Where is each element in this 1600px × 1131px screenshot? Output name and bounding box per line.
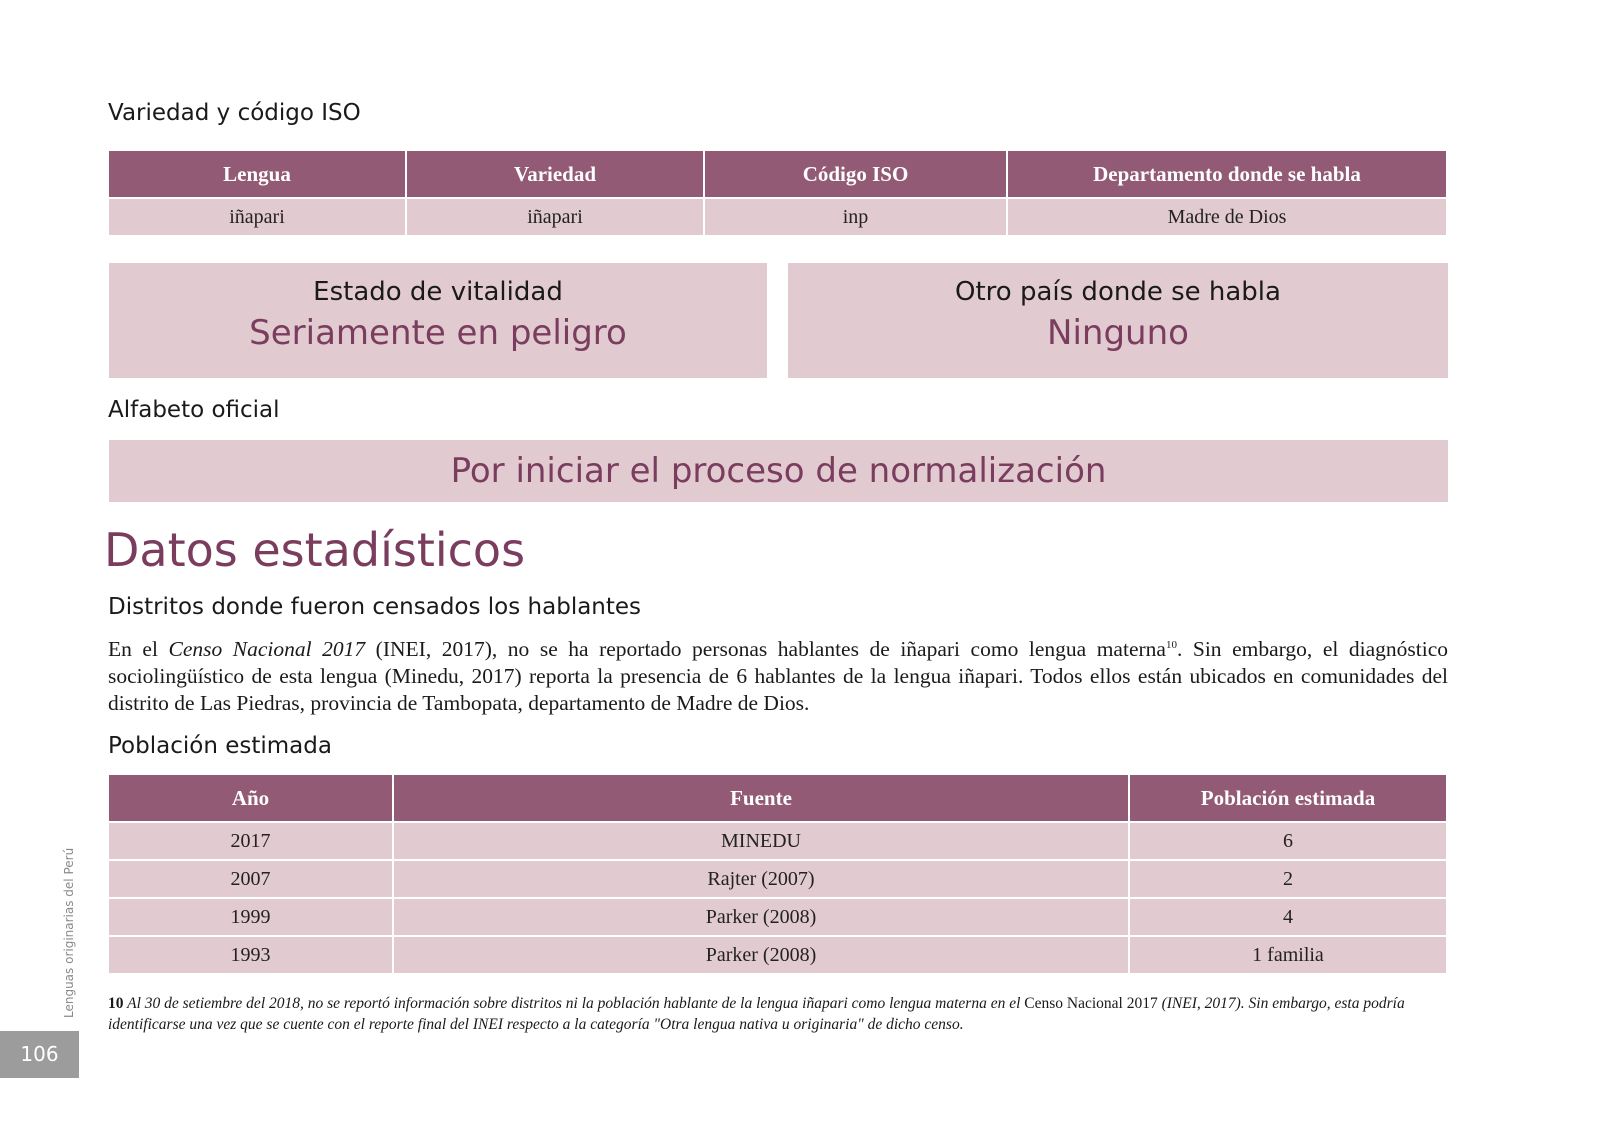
para-prefix: En el: [108, 637, 169, 662]
table-cell: 6: [1130, 823, 1446, 859]
footnote-number: 10: [108, 995, 124, 1012]
footnote-text-c: (INEI, 2017). Sin embargo, esta podría identificarse una vez que se cuente con el reporte final del INEI respecto a la categoría "Otra lengua nativa u originaria" de dicho censo.: [108, 995, 1405, 1033]
table-cell: iñapari: [109, 199, 405, 235]
table-row: [109, 823, 1446, 859]
table-row: [109, 899, 1446, 935]
iso-table: [107, 149, 1448, 237]
footnote: [108, 993, 1448, 1035]
table-cell: 4: [1130, 899, 1446, 935]
table-cell: MINEDU: [394, 823, 1128, 859]
iso-col-variedad: Variedad: [407, 151, 703, 197]
table-cell: Parker (2008): [394, 899, 1128, 935]
alphabet-value: Por iniciar el proceso de normalización: [109, 440, 1448, 502]
footnote-ref: 10: [1165, 639, 1177, 651]
iso-col-lengua: Lengua: [109, 151, 405, 197]
iso-col-departamento: Departamento donde se habla: [1008, 151, 1446, 197]
running-title: Lenguas originarias del Perú: [62, 847, 76, 1018]
table-cell: 1993: [109, 937, 392, 973]
iso-table-header-row: [109, 151, 1446, 197]
para-mid: (INEI, 2017), no se ha reportado personas hablantes de iñapari como lengua materna: [365, 637, 1166, 662]
vitality-label: Estado de vitalidad: [313, 277, 563, 307]
population-table-header-row: [109, 775, 1446, 821]
table-cell: 1999: [109, 899, 392, 935]
iso-section-heading: Variedad y código ISO: [108, 100, 361, 126]
population-heading: Población estimada: [108, 733, 332, 759]
districts-heading: Distritos donde fueron censados los hablantes: [108, 594, 642, 620]
para-rest: . Sin embargo, el diagnóstico sociolingüístico de esta lengua (Minedu, 2017) reporta la presencia de 6 hablantes de la lengua iñapari. Todos ellos están ubicados en comunidades del distrito de Las Piedras, provincia de Tambopata, departamento de Madre de Dios.: [108, 637, 1448, 716]
table-cell: 2: [1130, 861, 1446, 897]
table-cell: Madre de Dios: [1008, 199, 1446, 235]
other-country-label: Otro país donde se habla: [955, 277, 1281, 307]
population-col-estimate: Población estimada: [1130, 775, 1446, 821]
districts-paragraph: [108, 632, 1448, 717]
other-country-box: [788, 263, 1448, 378]
other-country-value: Ninguno: [1047, 313, 1189, 353]
table-row: [109, 199, 1446, 235]
para-census-title: Censo Nacional 2017: [168, 637, 366, 662]
table-cell: 2017: [109, 823, 392, 859]
vitality-value: Seriamente en peligro: [249, 313, 627, 353]
iso-col-codigo: Código ISO: [705, 151, 1006, 197]
table-row: [109, 861, 1446, 897]
table-cell: Parker (2008): [394, 937, 1128, 973]
table-cell: iñapari: [407, 199, 703, 235]
vitality-box: [109, 263, 767, 378]
table-cell: inp: [705, 199, 1006, 235]
footnote-census-title: Censo Nacional 2017: [1024, 995, 1158, 1012]
table-cell: 2007: [109, 861, 392, 897]
table-row: [109, 937, 1446, 973]
population-table: [107, 773, 1448, 975]
footnote-text-a: Al 30 de setiembre del 2018, no se reportó información sobre distritos ni la población hablante de la lengua iñapari como lengua materna en el: [123, 995, 1025, 1012]
population-col-source: Fuente: [394, 775, 1128, 821]
population-col-year: Año: [109, 775, 392, 821]
table-cell: Rajter (2007): [394, 861, 1128, 897]
page-number: 106: [0, 1031, 79, 1078]
alphabet-heading: Alfabeto oficial: [108, 397, 280, 423]
table-cell: 1 familia: [1130, 937, 1446, 973]
section-title: Datos estadísticos: [104, 523, 526, 577]
